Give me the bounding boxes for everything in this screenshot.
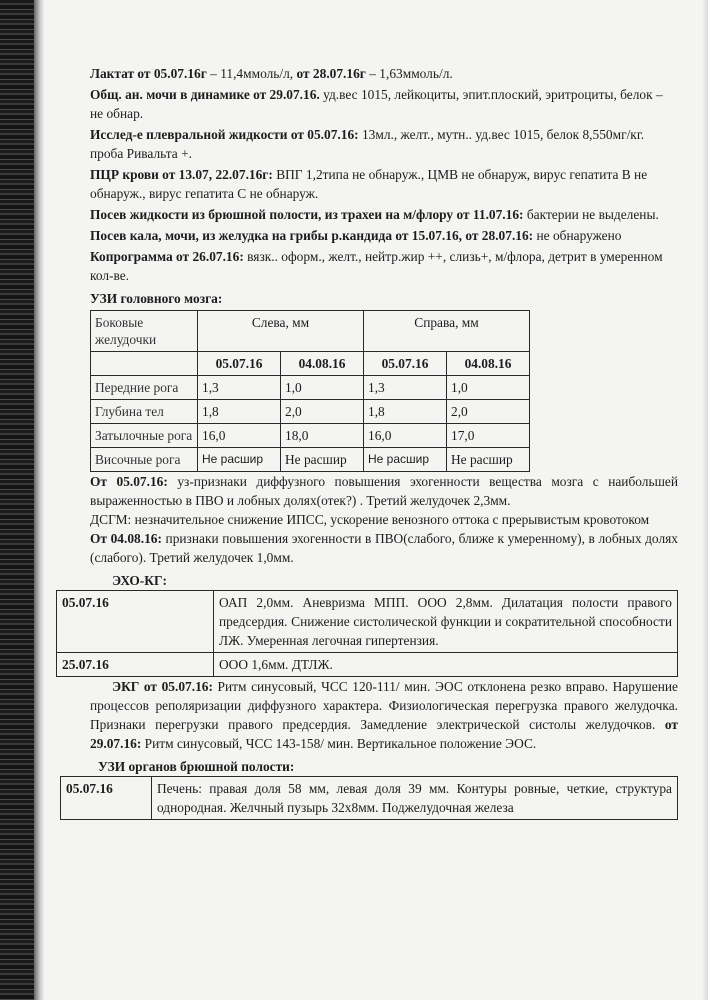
abdomen-date: 05.07.16	[61, 777, 152, 820]
fungi-line	[90, 226, 678, 245]
echo-title: ЭХО-КГ:	[112, 573, 167, 588]
row-label: Передние рога	[91, 376, 198, 400]
pcr-label: ПЦР крови от 13.07, 22.07.16г:	[90, 167, 273, 182]
cell-value: 2,0	[281, 400, 364, 424]
row-label: Глубина тел	[91, 400, 198, 424]
table-row	[57, 653, 678, 677]
table-row	[91, 400, 530, 424]
brain-conclusion-3	[90, 529, 678, 567]
scan-right-edge	[702, 0, 708, 1000]
lactate-label: Лактат от 05.07.16г	[90, 66, 207, 81]
culture-label: Посев жидкости из брюшной полости, из трахеи на м/флору от 11.07.16:	[90, 207, 524, 222]
ecg-text-1: Ритм синусовый, ЧСС 120-111/ мин. ЭОС отклонена резко вправо. Нарушение процессов реполяризации диффузного характера. Физиологическая перегрузка правого желудочка. Признаки перегрузки правого предсердия. Замедление электрической систолы желудочков.	[90, 679, 678, 732]
date-header: 05.07.16	[364, 352, 447, 376]
cell-value: 2,0	[447, 400, 530, 424]
brain-us-title: УЗИ головного мозга:	[90, 291, 223, 306]
abdomen-text: Печень: правая доля 58 мм, левая доля 39 мм. Контуры ровные, четкие, структура однородная. Желчный пузырь 32х8мм. Поджелудочная железа	[152, 777, 678, 820]
scan-shadow	[34, 0, 44, 1000]
pleural-label: Исслед-е плевральной жидкости от 05.07.16:	[90, 127, 359, 142]
conclusion-text: признаки повышения эхогенности в ПВО(слабого, ближе к умеренному), в лобных долях (слабого). Третий желудочек 1,0мм.	[90, 531, 678, 565]
cell-value: 16,0	[364, 424, 447, 448]
table-row	[61, 777, 678, 820]
coprogram-label: Копрограмма от 26.07.16:	[90, 249, 244, 264]
ecg-paragraph	[90, 677, 678, 753]
culture-line	[90, 205, 678, 224]
cell-value: 1,0	[281, 376, 364, 400]
culture-text: бактерии не выделены.	[523, 207, 659, 222]
abdomen-table	[60, 776, 678, 820]
date-header: 04.08.16	[281, 352, 364, 376]
right-header: Справа, мм	[364, 311, 530, 352]
document-page	[62, 64, 679, 820]
cell-value: Не расшир	[364, 448, 447, 472]
table-row	[91, 424, 530, 448]
coprogram-text: вязк.. оформ., желт., нейтр.жир ++, слизь+, м/флора, детрит в умеренном кол-ве.	[90, 249, 663, 283]
conclusion-date: От 05.07.16:	[90, 474, 168, 489]
brain-conclusion-2: ДСГМ: незначительное снижение ИПСС, ускорение венозного оттока с прерывистым кровотоком	[90, 512, 650, 527]
coprogram-line	[90, 247, 678, 285]
cell-value: 17,0	[447, 424, 530, 448]
corner-cell: Боковые желудочки	[91, 311, 198, 352]
ecg-text-2: Ритм синусовый, ЧСС 143-158/ мин. Вертикальное положение ЭОС.	[141, 736, 537, 751]
urine-line	[90, 85, 678, 123]
date-header: 05.07.16	[198, 352, 281, 376]
lactate-label-2: от 28.07.16г	[296, 66, 366, 81]
left-header: Слева, мм	[198, 311, 364, 352]
cell-value: 18,0	[281, 424, 364, 448]
fungi-text: не обнаружено	[533, 228, 622, 243]
echo-table	[56, 590, 678, 677]
cell-value: 1,0	[447, 376, 530, 400]
cell-value: 1,8	[198, 400, 281, 424]
lactate-value-1: – 11,4ммоль/л,	[206, 66, 297, 81]
echo-text: ООО 1,6мм. ДТЛЖ.	[214, 653, 678, 677]
cell-value: Не расшир	[447, 448, 530, 472]
lactate-line	[90, 64, 678, 83]
brain-us-table	[90, 310, 530, 472]
scan-edge	[0, 0, 34, 1000]
cell-value: Не расшир	[281, 448, 364, 472]
row-label: Височные рога	[91, 448, 198, 472]
conclusion-date: От 04.08.16:	[90, 531, 162, 546]
ecg-label: ЭКГ от 05.07.16:	[112, 679, 213, 694]
pcr-line	[90, 165, 678, 203]
empty-cell	[91, 352, 198, 376]
fungi-label: Посев кала, мочи, из желудка на грибы р.кандида от 15.07.16, от 28.07.16:	[90, 228, 534, 243]
row-label: Затылочные рога	[91, 424, 198, 448]
conclusion-text: уз-признаки диффузного повышения эхогенности вещества мозга с наибольшей выраженностью в ПВО и лобных долях(отек?) . Третий желудочек 2,3мм.	[90, 474, 679, 508]
lactate-value-2: – 1,63ммоль/л.	[365, 66, 453, 81]
urine-label: Общ. ан. мочи в динамике от 29.07.16.	[90, 87, 320, 102]
cell-value: 1,3	[198, 376, 281, 400]
table-row	[91, 448, 530, 472]
cell-value: 16,0	[198, 424, 281, 448]
ecg-label-2: от 29.07.16:	[90, 717, 678, 751]
pleural-text: 13мл., желт., мутн.. уд.вес 1015, белок 8,550мг/кг. проба Ривальта +.	[90, 127, 645, 161]
echo-date: 25.07.16	[57, 653, 214, 677]
cell-value: 1,3	[364, 376, 447, 400]
brain-conclusion-1	[90, 472, 678, 510]
pleural-line	[90, 125, 678, 163]
pcr-text: ВПГ 1,2типа не обнаруж., ЦМВ не обнаруж, вирус гепатита В не обнаруж., вирус гепатита С не обнаруж.	[90, 167, 648, 201]
abdomen-title: УЗИ органов брюшной полости:	[98, 759, 295, 774]
table-row	[91, 376, 530, 400]
urine-text: уд.вес 1015, лейкоциты, эпит.плоский, эритроциты, белок – не обнар.	[90, 87, 663, 121]
date-header: 04.08.16	[447, 352, 530, 376]
cell-value: Не расшир	[198, 448, 281, 472]
echo-date: 05.07.16	[57, 591, 214, 653]
table-row	[57, 591, 678, 653]
cell-value: 1,8	[364, 400, 447, 424]
echo-text: ОАП 2,0мм. Аневризма МПП. ООО 2,8мм. Дилатация полости правого предсердия. Снижение систолической функции и сократительной способности ЛЖ. Умеренная легочная гипертензия.	[214, 591, 678, 653]
